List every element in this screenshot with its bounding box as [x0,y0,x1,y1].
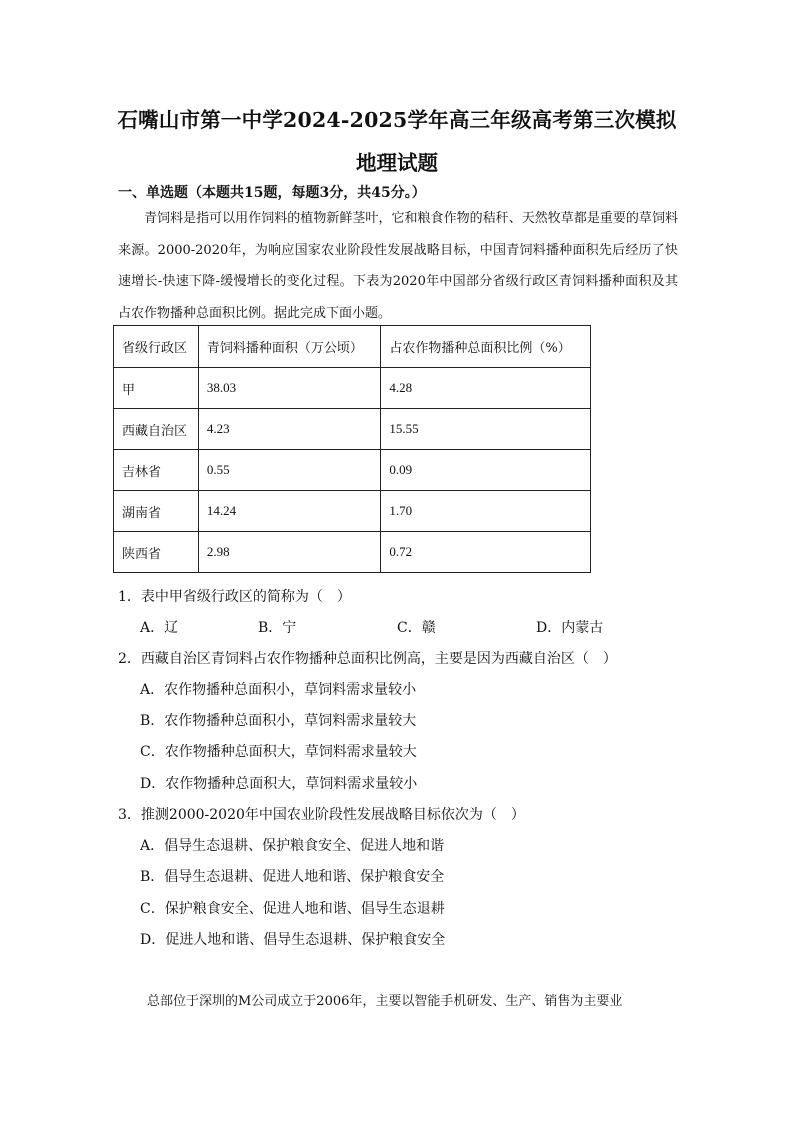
question-2-option-c: C．农作物播种总面积大，草饲料需求量较大 [140,744,417,760]
table-cell-region: 湖南省 [114,491,199,532]
question-2-option-a: A．农作物播种总面积小，草饲料需求量较小 [140,682,417,698]
table-row [114,409,591,450]
question-3-option-c: C．保护粮食安全、促进人地和谐、倡导生态退耕 [140,901,445,917]
table-header-row [114,326,591,368]
table-cell-ratio: 0.72 [381,532,591,573]
table-row [114,368,591,409]
reading-passage: 青饲料是指可以用作饲料的植物新鲜茎叶，它和粮食作物的秸秆、天然牧草都是重要的草饲料来源。2000-2020年，为响应国家农业阶段性发展战略目标，中国青饲料播种面积先后经历了快速增长-快速下降-缓慢增长的变化过程。下表为2020年中国部分省级行政区青饲料播种面积及其占农作物播种总面积比例。据此完成下面小题。 [118,211,678,321]
table-cell-region: 吉林省 [114,450,199,491]
table-row [114,532,591,573]
table-cell-region: 西藏自治区 [114,409,199,450]
question-2-stem: 2．西藏自治区青饲料占农作物播种总面积比例高，主要是因为西藏自治区（ ） [118,651,617,667]
table-header-cell: 省级行政区 [114,326,199,368]
exam-title: 石嘴山市第一中学2024-2025学年高三年级高考第三次模拟 [117,108,677,132]
question-1-stem: 1．表中甲省级行政区的简称为（ ） [118,589,351,605]
question-2-option-b: B．农作物播种总面积小，草饲料需求量较大 [140,713,417,729]
table-header-cell: 占农作物播种总面积比例（%） [381,326,591,368]
table-row [114,450,591,491]
question-1-option-c: C．赣 [397,620,436,636]
question-3-stem: 3．推测2000-2020年中国农业阶段性发展战略目标依次为（ ） [118,807,525,823]
subject-title: 地理试题 [356,151,438,175]
data-table [113,325,591,573]
table-cell-area: 2.98 [198,532,381,573]
question-2-option-d: D．农作物播种总面积大，草饲料需求量较小 [140,776,418,792]
table-cell-ratio: 15.55 [381,409,591,450]
question-1-option-a: A．辽 [140,620,179,636]
table-cell-area: 4.23 [198,409,381,450]
table-cell-ratio: 1.70 [381,491,591,532]
table-cell-ratio: 4.28 [381,368,591,409]
next-passage-start: 总部位于深圳的M公司成立于2006年，主要以智能手机研发、生产、销售为主要业 [147,994,623,1009]
table-cell-region: 陕西省 [114,532,199,573]
table-cell-area: 38.03 [198,368,381,409]
table-cell-region: 甲 [114,368,199,409]
table-cell-ratio: 0.09 [381,450,591,491]
table-cell-area: 0.55 [198,450,381,491]
question-3-option-b: B．倡导生态退耕、促进人地和谐、保护粮食安全 [140,869,445,885]
question-3-option-a: A．倡导生态退耕、保护粮食安全、促进人地和谐 [140,838,445,854]
question-1-option-b: B．宁 [258,620,297,636]
table-cell-area: 14.24 [198,491,381,532]
table-row [114,491,591,532]
question-3-option-d: D．促进人地和谐、倡导生态退耕、保护粮食安全 [140,932,446,948]
table-header-cell: 青饲料播种面积（万公顷） [198,326,381,368]
section-heading: 一、单选题（本题共15题，每题3分，共45分。） [118,185,426,201]
question-1-option-d: D．内蒙古 [536,620,604,636]
